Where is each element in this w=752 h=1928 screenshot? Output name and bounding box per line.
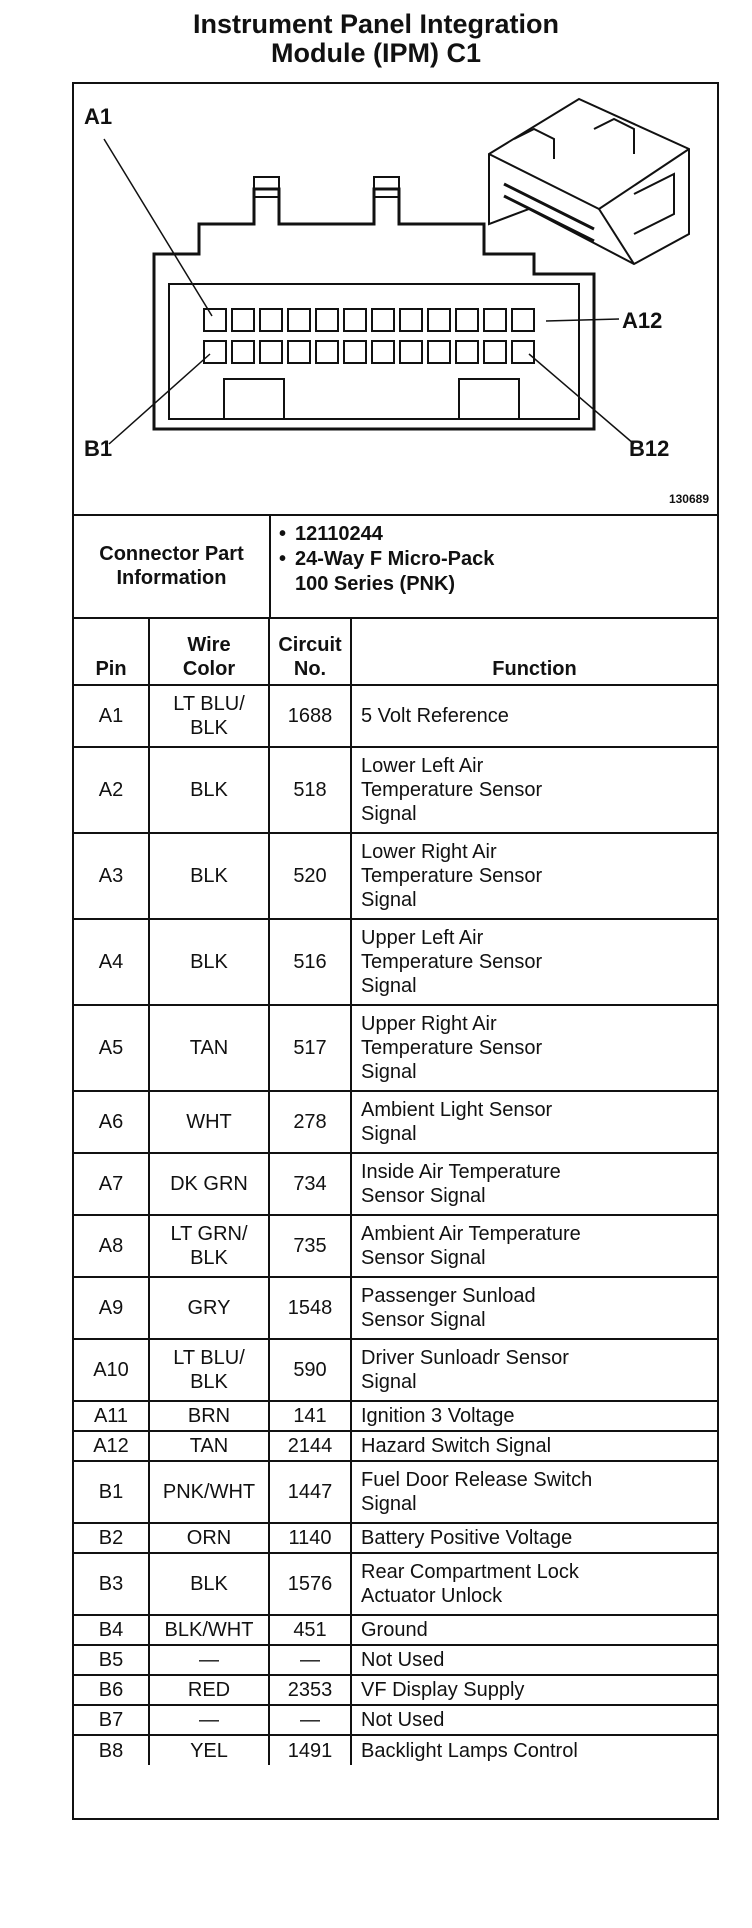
wire-color-line: TAN — [189, 1435, 229, 1457]
table-row — [74, 1615, 717, 1645]
pin-cell: A2 — [74, 747, 149, 833]
wire-color-cell — [149, 747, 269, 833]
function-line: Signal — [361, 975, 417, 997]
pin-cell: A6 — [74, 1091, 149, 1153]
function-line: Ignition 3 Voltage — [361, 1405, 515, 1427]
wire-color-line: LT BLU/ — [173, 693, 245, 715]
wire-color-cell — [149, 1645, 269, 1675]
function-cell — [351, 833, 717, 919]
cavity-row-b — [204, 341, 534, 363]
function-cell — [351, 1523, 717, 1553]
wire-color-cell — [149, 1461, 269, 1523]
circuit-cell: 1491 — [269, 1735, 351, 1765]
table-row — [74, 919, 717, 1005]
wire-color-cell — [149, 1431, 269, 1461]
function-line: Backlight Lamps Control — [361, 1739, 578, 1762]
function-cell — [351, 1005, 717, 1091]
header-wire-color: Wire Color — [149, 619, 269, 685]
function-line: Hazard Switch Signal — [361, 1435, 552, 1457]
pin-cell: B1 — [74, 1461, 149, 1523]
function-cell — [351, 1431, 717, 1461]
leader-a12 — [546, 319, 619, 321]
header-function: Function — [351, 619, 717, 685]
wire-color-line: RED — [187, 1679, 231, 1701]
wire-color-cell — [149, 1215, 269, 1277]
connector-part-details — [279, 522, 709, 597]
pin-cell: A8 — [74, 1215, 149, 1277]
header-pin: Pin — [74, 619, 149, 685]
pin-cell: B4 — [74, 1615, 149, 1645]
function-line: Ambient Air Temperature — [361, 1223, 581, 1245]
pin-cell: A7 — [74, 1153, 149, 1215]
connector-iso-sketch — [489, 99, 689, 264]
table-row — [74, 1215, 717, 1277]
table-row — [74, 1735, 717, 1765]
wire-color-line: BLK — [190, 865, 228, 887]
table-row — [74, 1401, 717, 1431]
table-row — [74, 1705, 717, 1735]
header-circuit-no: Circuit No. — [269, 619, 351, 685]
wire-color-line: LT BLU/ — [173, 1347, 245, 1369]
circuit-cell: 520 — [269, 833, 351, 919]
function-line: Signal — [361, 889, 417, 911]
wire-color-cell — [149, 1705, 269, 1735]
circuit-cell: 517 — [269, 1005, 351, 1091]
function-cell — [351, 1339, 717, 1401]
function-line: Sensor Signal — [361, 1185, 486, 1207]
pin-cell: A9 — [74, 1277, 149, 1339]
wire-color-line: GRY — [187, 1297, 231, 1319]
pin-cell: A12 — [74, 1431, 149, 1461]
function-cell — [351, 1645, 717, 1675]
wire-color-cell — [149, 1675, 269, 1705]
circuit-cell: 451 — [269, 1615, 351, 1645]
function-line: Temperature Sensor — [361, 865, 543, 887]
circuit-cell: 734 — [269, 1153, 351, 1215]
bullet-1: • — [279, 523, 287, 545]
wire-color-cell — [149, 1005, 269, 1091]
wire-color-cell — [149, 1091, 269, 1153]
table-row — [74, 1277, 717, 1339]
function-line: Signal — [361, 803, 417, 825]
wire-color-cell — [149, 919, 269, 1005]
circuit-cell: 1688 — [269, 685, 351, 747]
connector-part-label-line-2: Information — [116, 566, 227, 589]
label-a12: A12 — [622, 308, 663, 333]
table-row — [74, 1553, 717, 1615]
wire-color-cell — [149, 1277, 269, 1339]
wire-color-cell — [149, 1401, 269, 1431]
function-cell — [351, 1675, 717, 1705]
wire-color-line: WHT — [186, 1111, 232, 1133]
pin-cell: A4 — [74, 919, 149, 1005]
pin-cell: A11 — [74, 1401, 149, 1431]
wire-color-line: LT GRN/ — [170, 1223, 248, 1245]
latch-left — [254, 177, 279, 197]
table-row — [74, 747, 717, 833]
wire-color-cell — [149, 685, 269, 747]
table-row — [74, 1091, 717, 1153]
pin-cell: A5 — [74, 1005, 149, 1091]
connector-face-drawing — [74, 84, 717, 514]
wire-color-line: BLK — [190, 1247, 228, 1269]
function-line: Fuel Door Release Switch — [361, 1469, 593, 1491]
function-line: Ground — [361, 1619, 428, 1641]
wire-color-line: BLK — [190, 951, 228, 973]
part-number: 12110244 — [295, 523, 383, 545]
function-line: Temperature Sensor — [361, 779, 543, 801]
connector-document-frame — [72, 82, 719, 1820]
table-row — [74, 685, 717, 747]
latch-right — [374, 177, 399, 197]
function-cell — [351, 1153, 717, 1215]
pin-cell: B8 — [74, 1735, 149, 1765]
circuit-cell: 1140 — [269, 1523, 351, 1553]
wire-color-line: BLK — [190, 717, 228, 739]
function-cell — [351, 685, 717, 747]
table-header-row — [74, 619, 717, 685]
circuit-cell: 141 — [269, 1401, 351, 1431]
wire-color-line: BLK — [190, 1371, 228, 1393]
page-title — [0, 10, 752, 68]
circuit-cell: 1548 — [269, 1277, 351, 1339]
function-cell — [351, 1461, 717, 1523]
cavity-row-a — [204, 309, 534, 331]
connector-part-label — [74, 514, 271, 617]
function-line: Upper Left Air — [361, 927, 484, 949]
pin-cell: A1 — [74, 685, 149, 747]
function-line: VF Display Supply — [361, 1679, 525, 1701]
label-a1: A1 — [84, 104, 113, 129]
wire-color-line: BRN — [187, 1405, 231, 1427]
wire-color-line: TAN — [189, 1037, 229, 1059]
table-row — [74, 1339, 717, 1401]
table-row — [74, 1153, 717, 1215]
table-row — [74, 1675, 717, 1705]
wire-color-line: ORN — [186, 1527, 232, 1549]
circuit-cell: 1447 — [269, 1461, 351, 1523]
circuit-cell: 2353 — [269, 1675, 351, 1705]
function-line: Lower Right Air — [361, 841, 497, 863]
title-line-1: Instrument Panel Integration — [192, 9, 560, 39]
wire-color-line: DK GRN — [170, 1173, 248, 1195]
circuit-cell: 735 — [269, 1215, 351, 1277]
pin-cell: A10 — [74, 1339, 149, 1401]
table-row — [74, 1461, 717, 1523]
function-line: Not Used — [361, 1649, 445, 1671]
connector-part-label-line-1: Connector Part — [99, 542, 244, 565]
pin-cell: B7 — [74, 1705, 149, 1735]
function-line: Temperature Sensor — [361, 951, 543, 973]
function-cell — [351, 919, 717, 1005]
function-line: Not Used — [361, 1709, 445, 1731]
function-cell — [351, 747, 717, 833]
guide-left — [224, 379, 284, 419]
function-cell — [351, 1091, 717, 1153]
function-cell — [351, 1705, 717, 1735]
function-line: Signal — [361, 1123, 417, 1145]
circuit-cell: 278 — [269, 1091, 351, 1153]
pin-cell: B3 — [74, 1553, 149, 1615]
function-line: Driver Sunloadr Sensor — [361, 1347, 569, 1369]
function-cell — [351, 1553, 717, 1615]
pin-cell: B6 — [74, 1675, 149, 1705]
circuit-cell: 518 — [269, 747, 351, 833]
function-line: Sensor Signal — [361, 1309, 486, 1331]
label-b12: B12 — [629, 436, 670, 461]
function-line: Rear Compartment Lock — [361, 1561, 579, 1583]
figure-number: 130689 — [668, 492, 709, 506]
wire-color-cell — [149, 1553, 269, 1615]
function-cell — [351, 1215, 717, 1277]
function-cell — [351, 1401, 717, 1431]
function-cell — [351, 1277, 717, 1339]
wire-color-line: BLK/WHT — [164, 1619, 254, 1641]
wire-color-line: YEL — [190, 1739, 228, 1762]
wire-color-cell — [149, 1153, 269, 1215]
wire-color-line: — — [199, 1709, 219, 1731]
pinout-table-body — [74, 685, 717, 1765]
circuit-cell: 516 — [269, 919, 351, 1005]
pinout-table — [74, 619, 717, 1765]
wire-color-cell — [149, 1735, 269, 1765]
label-b1: B1 — [84, 436, 113, 461]
function-line: Signal — [361, 1371, 417, 1393]
circuit-cell: 2144 — [269, 1431, 351, 1461]
wire-color-line: BLK — [190, 779, 228, 801]
function-cell — [351, 1735, 717, 1765]
connector-diagram — [74, 84, 717, 516]
function-line: Upper Right Air — [361, 1013, 497, 1035]
guide-right — [459, 379, 519, 419]
function-line: Signal — [361, 1061, 417, 1083]
function-line: Passenger Sunload — [361, 1285, 536, 1307]
connector-part-info — [74, 514, 717, 619]
pin-cell: A3 — [74, 833, 149, 919]
wire-color-cell — [149, 833, 269, 919]
table-row — [74, 1431, 717, 1461]
pin-cell: B2 — [74, 1523, 149, 1553]
function-line: Actuator Unlock — [361, 1585, 503, 1607]
wire-color-line: PNK/WHT — [162, 1481, 256, 1503]
function-line: Inside Air Temperature — [361, 1161, 561, 1183]
function-line: Lower Left Air — [361, 755, 484, 777]
wire-color-cell — [149, 1523, 269, 1553]
function-line: Temperature Sensor — [361, 1037, 543, 1059]
pin-cell: B5 — [74, 1645, 149, 1675]
circuit-cell: — — [269, 1645, 351, 1675]
circuit-cell: 590 — [269, 1339, 351, 1401]
table-row — [74, 1523, 717, 1553]
wire-color-line: — — [199, 1649, 219, 1671]
wire-color-line: BLK — [190, 1573, 228, 1595]
function-line: Battery Positive Voltage — [361, 1527, 573, 1549]
circuit-cell: 1576 — [269, 1553, 351, 1615]
connector-description-line-2: 100 Series (PNK) — [295, 573, 456, 595]
table-row — [74, 1645, 717, 1675]
function-line: Signal — [361, 1493, 417, 1515]
wire-color-cell — [149, 1615, 269, 1645]
wire-color-cell — [149, 1339, 269, 1401]
circuit-cell: — — [269, 1705, 351, 1735]
bullet-2: • — [279, 548, 287, 570]
title-line-2: Module (IPM) C1 — [271, 38, 481, 68]
function-line: Sensor Signal — [361, 1247, 486, 1269]
leader-a1 — [104, 139, 212, 316]
table-row — [74, 1005, 717, 1091]
function-line: 5 Volt Reference — [361, 705, 509, 727]
function-cell — [351, 1615, 717, 1645]
table-row — [74, 833, 717, 919]
function-line: Ambient Light Sensor — [361, 1099, 553, 1121]
connector-description-line-1: 24-Way F Micro-Pack — [295, 548, 495, 570]
